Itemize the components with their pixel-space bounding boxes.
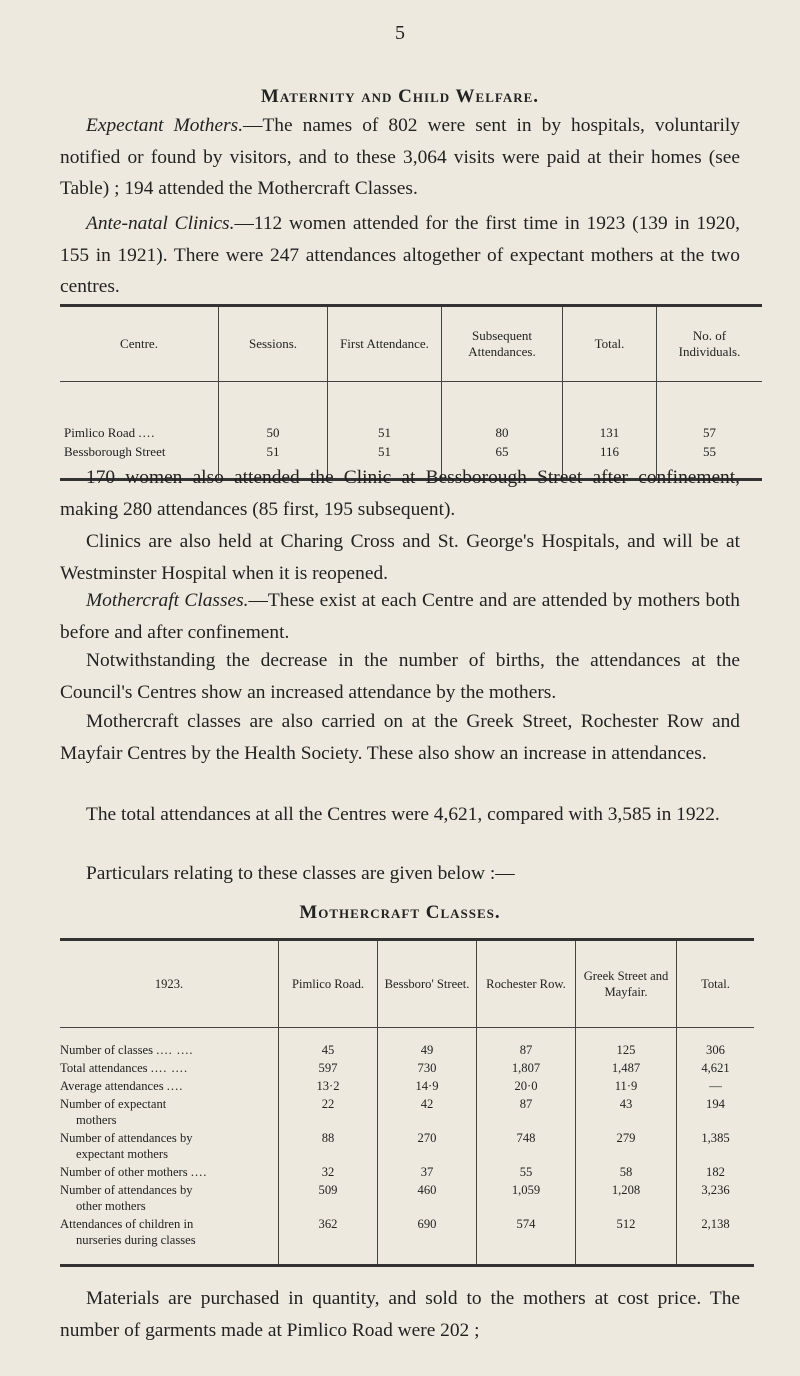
table-row	[60, 1163, 754, 1181]
paragraph-materials: Materials are purchased in quantity, and sold to the mothers at cost price. The number of garments made at Pimlico Road were 202 ;	[60, 1288, 740, 1341]
cell-bessboro: 690	[378, 1215, 477, 1266]
cell-rochester: 748	[477, 1129, 576, 1163]
cell-bessboro: 14·9	[378, 1077, 477, 1095]
cell-individuals: 57	[657, 382, 763, 443]
cell-greek-mayfair: 1,487	[576, 1059, 677, 1077]
table-row	[60, 382, 762, 443]
mothercraft-classes-table	[60, 938, 754, 1267]
cell-greek-mayfair: 512	[576, 1215, 677, 1266]
paragraph-notwithstanding: Notwithstanding the decrease in the number of births, the attendances at the Council's Centres show an increased attendance by the mothers.	[60, 650, 740, 703]
lead-expectant-mothers: Expectant Mothers.	[86, 115, 244, 136]
cell-total: 131	[563, 382, 657, 443]
cell-pimlico: 597	[279, 1059, 378, 1077]
clinic-header-sessions: Sessions.	[219, 306, 328, 382]
clinic-header-centre: Centre.	[60, 306, 219, 382]
cell-greek-mayfair: 58	[576, 1163, 677, 1181]
clinic-header-first-attendance: First Attendance.	[328, 306, 442, 382]
cell-greek-mayfair: 279	[576, 1129, 677, 1163]
cell-subsequent-attendances: 80	[442, 382, 563, 443]
page-number: 5	[395, 22, 405, 44]
cell-total: —	[677, 1077, 755, 1095]
mc-header-rochester: Rochester Row.	[477, 940, 576, 1028]
cell-bessboro: 730	[378, 1059, 477, 1077]
row-label: Number of expectant mothers	[60, 1097, 167, 1127]
cell-greek-mayfair: 1,208	[576, 1181, 677, 1215]
row-label: Number of classes .... ....	[60, 1043, 194, 1057]
cell-rochester: 55	[477, 1163, 576, 1181]
row-label: Number of attendances by other mothers	[60, 1183, 193, 1213]
cell-rochester: 87	[477, 1028, 576, 1060]
lead-mothercraft-classes: Mothercraft Classes.	[86, 590, 249, 611]
cell-sessions: 50	[219, 382, 328, 443]
cell-pimlico: 88	[279, 1129, 378, 1163]
paragraph-total-attendances: The total attendances at all the Centres were 4,621, compared with 3,585 in 1922.	[86, 804, 720, 825]
cell-total: 3,236	[677, 1181, 755, 1215]
cell-rochester: 87	[477, 1095, 576, 1129]
cell-greek-mayfair: 125	[576, 1028, 677, 1060]
body-expectant-mothers: —The names of 802 were sent in by hospitals, voluntarily notified or found by visitors, and to these 3,064 visits were paid at their homes (see Table) ; 194 attended the Mothercraft Classes.	[60, 115, 740, 199]
cell-first-attendance: 51	[328, 382, 442, 443]
clinic-header-subsequent-attendances: Subsequent Attendances.	[442, 306, 563, 382]
cell-first-attendance: 51	[328, 442, 442, 480]
clinic-table-header-row	[60, 306, 762, 382]
paragraph-mothercraft-classes	[60, 585, 740, 648]
mc-header-year: 1923.	[60, 940, 279, 1028]
clinic-header-total: Total.	[563, 306, 657, 382]
row-label: Bessborough Street	[64, 444, 166, 459]
paragraph-170-women: 170 women also attended the Clinic at Bessborough Street after confinement, making 280 attendances (85 first, 195 subsequent).	[60, 467, 740, 520]
body-mothercraft-classes: —These exist at each Centre and are attended by mothers both before and after confinement.	[60, 590, 740, 643]
table-row	[60, 1181, 754, 1215]
cell-greek-mayfair: 11·9	[576, 1077, 677, 1095]
row-label: Number of attendances by expectant mothers	[60, 1131, 193, 1161]
mc-header-greek-mayfair: Greek Street and Mayfair.	[576, 940, 677, 1028]
cell-total: 306	[677, 1028, 755, 1060]
table-row	[60, 1215, 754, 1266]
row-label: Total attendances .... ....	[60, 1061, 189, 1075]
cell-total: 116	[563, 442, 657, 480]
cell-subsequent-attendances: 65	[442, 442, 563, 480]
cell-pimlico: 22	[279, 1095, 378, 1129]
cell-total: 194	[677, 1095, 755, 1129]
cell-sessions: 51	[219, 442, 328, 480]
cell-pimlico: 45	[279, 1028, 378, 1060]
mc-header-total: Total.	[677, 940, 755, 1028]
cell-rochester: 1,807	[477, 1059, 576, 1077]
cell-greek-mayfair: 43	[576, 1095, 677, 1129]
cell-pimlico: 509	[279, 1181, 378, 1215]
paragraph-clinics-held: Clinics are also held at Charing Cross and St. George's Hospitals, and will be at Westminster Hospital when it is reopened.	[60, 531, 740, 584]
table-row	[60, 1129, 754, 1163]
cell-bessboro: 460	[378, 1181, 477, 1215]
cell-total: 4,621	[677, 1059, 755, 1077]
cell-individuals: 55	[657, 442, 763, 480]
row-label: Pimlico Road ....	[64, 425, 156, 440]
cell-bessboro: 49	[378, 1028, 477, 1060]
row-label: Attendances of children in nurseries during classes	[60, 1217, 196, 1247]
cell-pimlico: 32	[279, 1163, 378, 1181]
cell-bessboro: 270	[378, 1129, 477, 1163]
table-row	[60, 1059, 754, 1077]
cell-bessboro: 37	[378, 1163, 477, 1181]
paragraph-antenatal-clinics	[60, 208, 740, 303]
mothercraft-table-title: Mothercraft Classes.	[299, 902, 501, 923]
table-row	[60, 1028, 754, 1060]
clinic-attendance-table	[60, 304, 762, 481]
clinic-header-individuals: No. of Individuals.	[657, 306, 763, 382]
paragraph-particulars: Particulars relating to these classes are given below :—	[86, 863, 515, 884]
cell-bessboro: 42	[378, 1095, 477, 1129]
cell-pimlico: 362	[279, 1215, 378, 1266]
cell-pimlico: 13·2	[279, 1077, 378, 1095]
paragraph-expectant-mothers	[60, 110, 740, 205]
lead-antenatal-clinics: Ante-natal Clinics.	[86, 213, 235, 234]
cell-rochester: 1,059	[477, 1181, 576, 1215]
row-label: Average attendances ....	[60, 1079, 184, 1093]
section-title: Maternity and Child Welfare.	[260, 86, 540, 107]
mothercraft-table-header-row	[60, 940, 754, 1028]
cell-rochester: 20·0	[477, 1077, 576, 1095]
mc-header-pimlico: Pimlico Road.	[279, 940, 378, 1028]
cell-total: 2,138	[677, 1215, 755, 1266]
body-antenatal-clinics: —112 women attended for the first time in 1923 (139 in 1920, 155 in 1921). There were 247 attendances altogether of expectant mothers at the two centres.	[60, 213, 740, 297]
paragraph-greek-street: Mothercraft classes are also carried on at the Greek Street, Rochester Row and Mayfair Centres by the Health Society. These also show an increase in attendances.	[60, 711, 740, 764]
cell-total: 1,385	[677, 1129, 755, 1163]
table-row	[60, 1095, 754, 1129]
mc-header-bessboro: Bessboro' Street.	[378, 940, 477, 1028]
cell-rochester: 574	[477, 1215, 576, 1266]
table-row	[60, 1077, 754, 1095]
cell-total: 182	[677, 1163, 755, 1181]
row-label: Number of other mothers ....	[60, 1165, 208, 1179]
